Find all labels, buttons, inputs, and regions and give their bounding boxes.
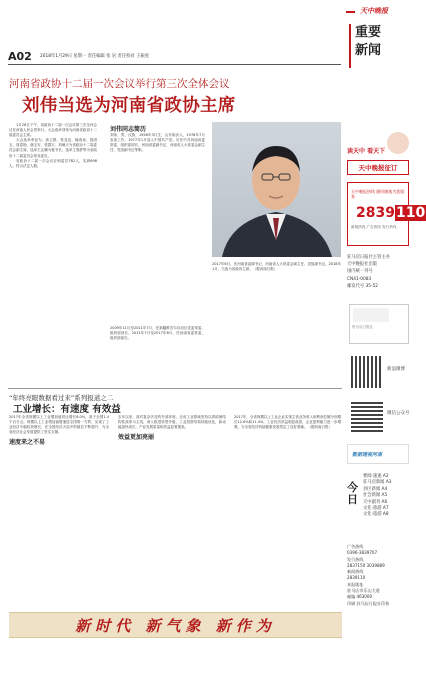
section-label <box>349 24 399 68</box>
story2-column-1 <box>9 415 109 605</box>
contact-info-row: 驻马店市乐山大道 <box>347 588 380 594</box>
story1-headline: 刘伟当选为河南省政协主席 <box>22 96 236 116</box>
today-list-item[interactable]: 天中副刊 A6 <box>363 499 388 505</box>
today-list-item[interactable]: 社会新闻 A5 <box>363 493 388 499</box>
hotline-ad-top: 天中晚报热线 随时随地为您服务 <box>351 189 405 199</box>
contact-info-row: 新闻热线 <box>347 569 364 575</box>
story2-paragraph: 2017年，全省规模以上工业企业实现主营业务收入和利润总额分别增长12.6%和11.4%，工业经济效益明显改善，企业盈利能力进一步增强，为全省经济持续健康发展奠定了良好基础。（据河南日报） <box>234 415 341 430</box>
hotline-number-a: 2839 <box>356 205 395 221</box>
today-list-item[interactable]: 要闻·速递 A2 <box>363 474 389 479</box>
contact-info-row: 发行热线 <box>347 556 364 562</box>
header-rule <box>8 64 341 65</box>
publisher-info-row: 国内统一刊号 <box>347 269 373 275</box>
story-divider <box>8 388 342 389</box>
page-header <box>0 0 415 68</box>
contact-info-row: 本报地址 <box>347 581 364 587</box>
contact-info-row: 印刷 驻马店日报社印务 <box>347 600 390 606</box>
promo-banner-text: 数据透视河南 <box>352 451 383 458</box>
story1-paragraph: 1月28日下午，省政协十二届一次会议第三次全体会议在河南人民会堂举行。大会选举刘伟为河南省政协十二届委员会主席。 <box>9 123 97 138</box>
hotline-number-b: 110 <box>395 205 426 221</box>
bio-title: 刘伟同志简历 <box>110 126 147 133</box>
portrait-photo <box>212 122 341 257</box>
organization-logo <box>353 308 389 322</box>
dateline: 2018年1月29日 星期一 责任编辑 张 岩 责任校对 王振虎 <box>40 54 149 59</box>
story2-subhead: 速度来之不易 <box>9 439 46 447</box>
story2-column-3 <box>234 415 341 605</box>
story1-paragraph: 大会选举李亚为、高卫群、张亚忠、喻清泉、钱国玉、周春艳、谢玉安、张震宇、刘炯天为省政协十二届委员会副主席，选举王志鹏为秘书长，选举王春舒等为省政协十二届委员会常务委员。 <box>9 138 97 158</box>
story1-body <box>9 123 97 385</box>
page-number: A02 <box>8 50 32 63</box>
story2-paragraph: 去年以来，面对复杂多变的外部环境，全省工业领域坚持以供给侧结构性改革为主线，深入推进转型升级，工业投资结构持续优化，新动能加快成长，产业发展质量和效益显著提高。 <box>118 415 226 430</box>
story2-paragraph: 2017年全省规模以上工业增加值同比增长8.0%，高于全国1.4个百分点。规模以上工业增加值增速居全国第一方阵，实现了工业经济平稳较快增长，在全国经济大局中的地位不断提升，为全省经济社会发展提供了坚实支撑。 <box>9 415 109 435</box>
organization-card <box>349 304 409 344</box>
today-index <box>347 470 409 540</box>
today-label: 今日 <box>347 481 358 506</box>
slogan-banner <box>9 612 342 638</box>
weibo-qr-code[interactable] <box>351 356 383 388</box>
sidebar-kicker: 读天中 看天下 <box>347 148 386 155</box>
bio-continued: 2009年11月至2011年7月，任新疆维吾尔自治区党委常委、组织部部长。2011年7月至2017年6月，任河南省委常委、组织部部长。 <box>110 326 205 341</box>
section-label-line1: 重要 <box>355 25 382 40</box>
contact-info <box>347 544 409 607</box>
today-list <box>363 474 409 519</box>
publisher-info-row: 驻马店日报社主管主办 <box>347 255 390 260</box>
bio-caption: 2017年6月，任河南省委副书记，河南省人大常委会副主任、党组副书记。2018年1月，当选为省政协主席。（据河南日报） <box>212 262 341 272</box>
sidebar <box>347 70 426 670</box>
contact-info-row: 2839110 <box>347 575 366 581</box>
bio-text: 刘伟，男，汉族，1958年3月生，山东临沂人，1976年7月参加工作，1977年1月加入中国共产党。历任中共河南省委常委、组织部部长，河南省委副书记，河南省人大常委会副主任、党组副书记等职。 <box>110 133 205 153</box>
subscription-box[interactable]: 天中晚报征订 <box>347 160 409 175</box>
hotline-number <box>356 205 426 221</box>
contact-info-row: 0396-3839707 <box>347 550 378 556</box>
hotline-ad-bottom: 新闻热线 广告热线 发行热线 <box>351 225 397 229</box>
today-list-item[interactable]: 文化·旅游 A7 <box>363 506 389 512</box>
publisher-info-row: 邮发代号 35-52 <box>347 283 379 289</box>
story2-subhead: 效益更加亮丽 <box>118 434 155 442</box>
publisher-info-row: 天中晚报社出版 <box>347 262 378 268</box>
contact-info-row: 2837150 3039889 <box>347 562 385 568</box>
hotline-ad[interactable] <box>347 182 426 246</box>
slogan-text: 新时代 新气象 新作为 <box>75 616 276 635</box>
story2-kicker: “年终亮眼数据看过来”系列报道之二 <box>9 394 114 402</box>
contact-info-row: 广告热线 <box>347 544 364 549</box>
today-list-item[interactable]: 文化·旅游 A8 <box>363 512 389 518</box>
today-list-item[interactable]: 驻马店新闻 A3 <box>363 480 392 486</box>
publisher-info <box>347 254 409 290</box>
story1-paragraph: 省政协十二届一次会议应到委员782人，实到698人，符合法定人数。 <box>9 158 97 168</box>
mascot-icon <box>387 132 409 154</box>
brand-accent <box>346 11 355 13</box>
weibo-qr-label: 新浪微博 <box>387 367 405 372</box>
brand-logo: 天中晚报 <box>360 7 388 15</box>
publisher-info-row: CN41-0083 <box>347 276 372 282</box>
organization-label: 驻马店日报社 <box>352 325 373 329</box>
wechat-qr-label: 微信公众号 <box>387 411 410 416</box>
section-label-line2: 新闻 <box>355 43 382 58</box>
promo-banner[interactable] <box>347 444 409 464</box>
story2-column-2 <box>118 415 226 605</box>
story2-headline: 工业增长：有速度 有效益 <box>13 404 121 415</box>
story1-kicker: 河南省政协十二届一次会议举行第三次全体会议 <box>9 78 230 90</box>
portrait-illustration <box>212 122 341 257</box>
today-list-item[interactable]: 县区新闻 A4 <box>363 486 388 492</box>
wechat-qr-code[interactable] <box>351 400 383 432</box>
contact-info-row: 邮编 463000 <box>347 594 373 600</box>
